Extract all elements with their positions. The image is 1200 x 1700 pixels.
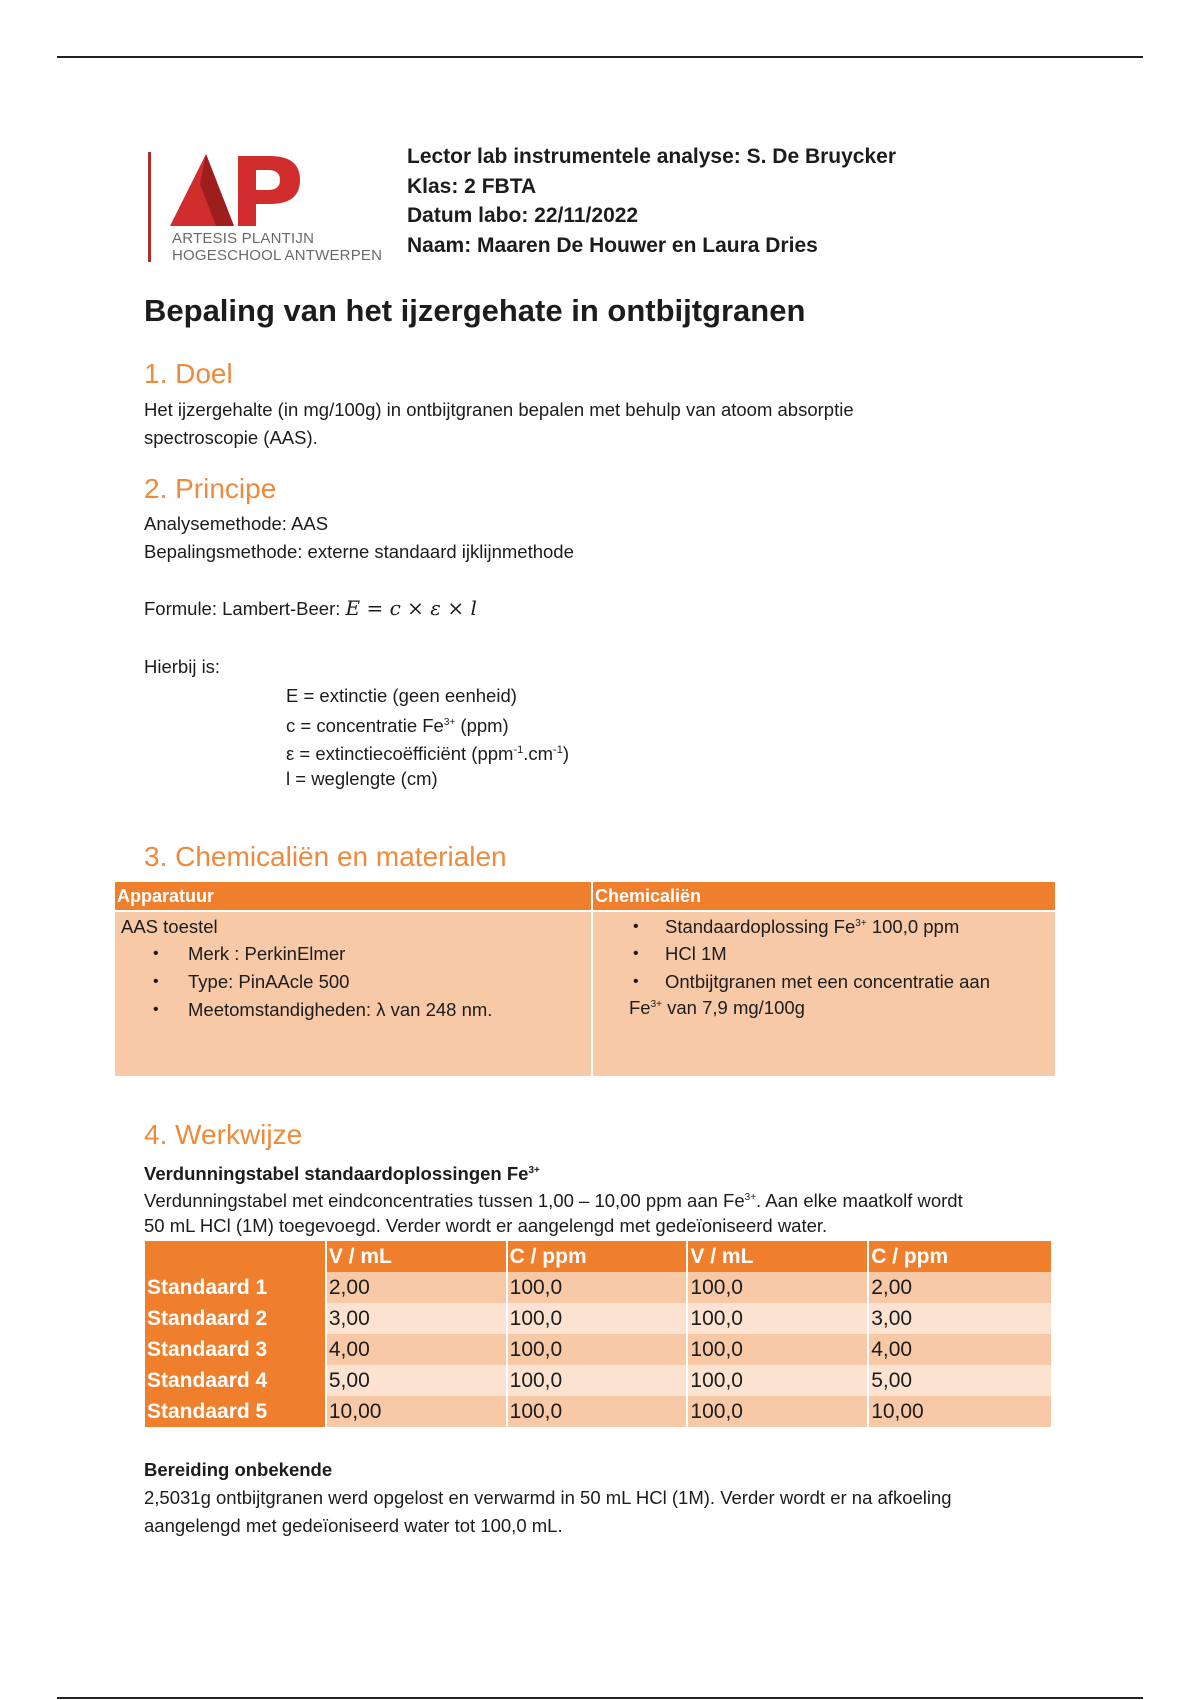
bereiding-line-2: aangelengd met gedeïoniseerd water tot 100,0 mL.: [144, 1515, 563, 1536]
werkwijze-heading: 4. Werkwijze: [144, 1119, 303, 1150]
def-eps-sup1: -1: [513, 744, 524, 756]
doel-line-2: spectroscopie (AAS).: [144, 427, 318, 448]
table-cell: 3,00: [326, 1303, 507, 1334]
table-cell: 2,00: [326, 1272, 507, 1303]
table-cell: 100,0: [507, 1396, 688, 1427]
row-label: Standaard 3: [145, 1334, 326, 1365]
klas-line: Klas: 2 FBTA: [407, 174, 537, 198]
table-row: [145, 1334, 1051, 1365]
apparatuur-header: [115, 882, 591, 910]
hierbij-label: Hierbij is:: [144, 656, 221, 677]
table-cell: 10,00: [868, 1396, 1051, 1427]
doel-line-1: Het ijzergehalte (in mg/100g) in ontbijtgranen bepalen met behulp van atoom absorptie: [144, 399, 854, 420]
bereiding-heading: [144, 1456, 332, 1484]
bereiding-line-1: 2,5031g ontbijtgranen werd opgelost en verwarmd in 50 mL HCl (1M). Verder wordt er na afkoeling: [144, 1487, 952, 1508]
def-c: [286, 709, 509, 740]
device-meetomstandigheden: Meetomstandigheden: λ van 248 nm.: [188, 999, 493, 1020]
logo-line-1: ARTESIS PLANTIJN: [172, 230, 315, 247]
table-cell: 5,00: [326, 1365, 507, 1396]
ap-logo: [148, 148, 388, 266]
ap-logo-mark-icon: [170, 154, 300, 226]
def-eps-sup2: -1: [553, 744, 563, 756]
def-c-sup: 3+: [443, 717, 456, 728]
device-merk: Merk : PerkinElmer: [188, 943, 346, 964]
bullet-icon: •: [633, 945, 639, 962]
table-cell: 100,0: [687, 1303, 868, 1334]
chem1-text: Standaardoplossing Fe: [665, 916, 856, 937]
chem-hcl: HCl 1M: [665, 943, 727, 964]
principe-heading: 2. Principe: [144, 473, 277, 504]
device-name: AAS toestel: [121, 916, 218, 937]
doel-heading: 1. Doel: [144, 358, 233, 389]
device-type: Type: PinAAcle 500: [188, 971, 350, 992]
table-header-cell: C / ppm: [507, 1241, 688, 1272]
row-label: Standaard 2: [145, 1303, 326, 1334]
chem-standaardoplossing: [665, 916, 959, 938]
table-cell: 2,00: [868, 1272, 1051, 1303]
document-title: Bepaling van het ijzergehate in ontbijtgranen: [144, 293, 806, 328]
def-eps-close: ): [562, 743, 569, 765]
bereiding-heading-text: Bereiding onbekende: [144, 1459, 333, 1480]
bullet-icon: •: [633, 918, 639, 935]
table-header-cell: V / mL: [326, 1241, 507, 1272]
table-cell: 3,00: [868, 1303, 1051, 1334]
formula-line: [144, 594, 477, 623]
table-cell: 100,0: [687, 1396, 868, 1427]
bullet-icon: •: [153, 973, 159, 990]
table-cell: 100,0: [507, 1272, 688, 1303]
logo-bar: [148, 152, 151, 262]
bepalingsmethode: Bepalingsmethode: externe standaard ijklijnmethode: [144, 541, 574, 562]
chem3-fe: Fe: [629, 997, 651, 1018]
def-c-text: c = concentratie Fe: [286, 715, 444, 737]
table-row: [145, 1365, 1051, 1396]
def-e: E = extinctie (geen eenheid): [286, 685, 517, 706]
analysemethode: Analysemethode: AAS: [144, 513, 329, 534]
apparatuur-cell: [115, 912, 591, 1076]
bottom-rule: [57, 1697, 1143, 1699]
table-cell: 100,0: [687, 1334, 868, 1365]
werkwijze-line-1-end: . Aan elke maatkolf wordt: [756, 1190, 963, 1212]
table-row: [145, 1272, 1051, 1303]
chemicalien-table: [115, 882, 1055, 1076]
chemicalien-header-label: Chemicaliën: [595, 886, 702, 906]
chem-ontbijtgranen-conc: [629, 997, 805, 1019]
def-eps-text: ε = extinctiecoëfficiënt (ppm: [286, 743, 514, 765]
table-row: [145, 1396, 1051, 1427]
dilution-table: [145, 1241, 1051, 1427]
naam-line: Naam: Maaren De Houwer en Laura Dries: [407, 233, 818, 257]
chem-ontbijtgranen: Ontbijtgranen met een concentratie aan: [665, 971, 990, 992]
def-c-unit: (ppm): [455, 715, 509, 737]
werkwijze-line-2: 50 mL HCl (1M) toegevoegd. Verder wordt er aangelengd met gedeïoniseerd water.: [144, 1215, 828, 1236]
chemicalien-cell: [593, 912, 1055, 1076]
apparatuur-header-label: Apparatuur: [117, 886, 215, 906]
table-header-cell: V / mL: [687, 1241, 868, 1272]
table-cell: 100,0: [507, 1334, 688, 1365]
table-cell: 4,00: [326, 1334, 507, 1365]
table-cell: 100,0: [687, 1272, 868, 1303]
logo-line-2: HOGESCHOOL ANTWERPEN: [172, 247, 383, 264]
werkwijze-line-1-sup: 3+: [744, 1192, 757, 1203]
formula-label: Formule: Lambert-Beer:: [144, 598, 346, 619]
werkwijze-line-1: [144, 1184, 963, 1215]
bullet-icon: •: [153, 945, 159, 962]
def-epsilon: [286, 737, 569, 768]
table-cell: 4,00: [868, 1334, 1051, 1365]
table-cell: 100,0: [507, 1365, 688, 1396]
table-row: [145, 1303, 1051, 1334]
chemicalien-header: [593, 882, 1055, 910]
def-eps-mid: .cm: [523, 743, 554, 765]
def-l: l = weglengte (cm): [286, 768, 438, 789]
table-header-row: [145, 1241, 1051, 1272]
row-label: Standaard 4: [145, 1365, 326, 1396]
werkwijze-line-1-text: Verdunningstabel met eindconcentraties tussen 1,00 – 10,00 ppm aan Fe: [144, 1190, 745, 1212]
table-cell: 5,00: [868, 1365, 1051, 1396]
table-header-cell: [145, 1241, 326, 1272]
lector-line: Lector lab instrumentele analyse: S. De Bruycker: [407, 145, 897, 168]
table-cell: 100,0: [507, 1303, 688, 1334]
table-cell: 100,0: [687, 1365, 868, 1396]
formula-equation: E = c × ε × l: [345, 596, 477, 620]
datum-line: Datum labo: 22/11/2022: [407, 204, 639, 227]
bullet-icon: •: [633, 973, 639, 990]
chem3-sup: 3+: [650, 998, 662, 1010]
bullet-icon: •: [153, 1001, 159, 1018]
top-rule: [57, 56, 1143, 58]
chem1-conc: 100,0 ppm: [866, 916, 960, 937]
sub-text: Verdunningstabel standaardoplossingen Fe: [144, 1163, 529, 1185]
header-meta: [407, 142, 896, 260]
row-label: Standaard 1: [145, 1272, 326, 1303]
chem3-conc: van 7,9 mg/100g: [662, 997, 805, 1018]
table-cell: 10,00: [326, 1396, 507, 1427]
sub-sup: 3+: [528, 1165, 540, 1176]
row-label: Standaard 5: [145, 1396, 326, 1427]
table-header-cell: C / ppm: [868, 1241, 1051, 1272]
chemicalien-heading: 3. Chemicaliën en materialen: [144, 841, 507, 872]
chem1-sup: 3+: [855, 917, 867, 929]
